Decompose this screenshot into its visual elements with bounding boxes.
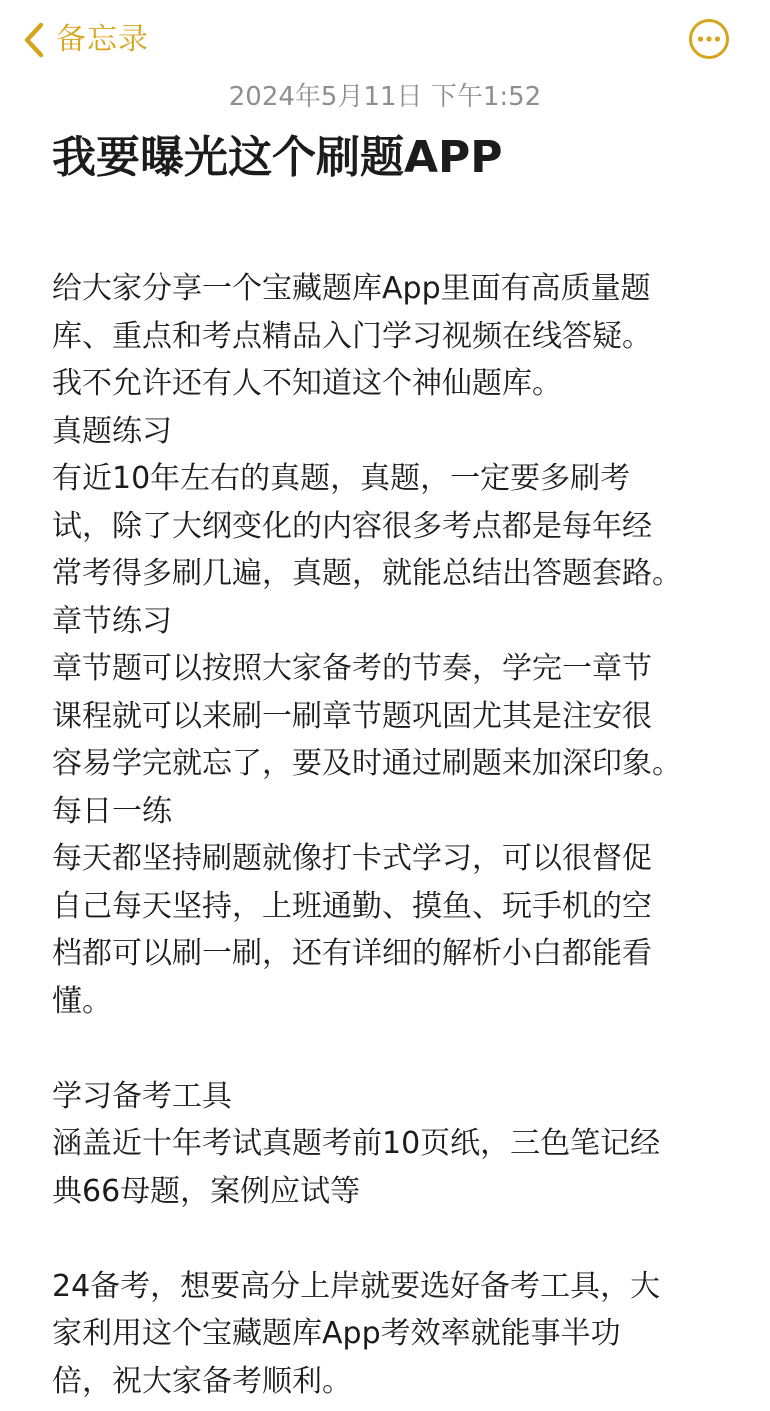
back-button[interactable] — [20, 18, 149, 62]
note-body-line: 我不允许还有人不知道这个神仙题库。 — [52, 366, 562, 401]
note-body-line: 24备考，想要高分上岸就要选好备考工具，大 — [52, 1268, 661, 1304]
blank-line — [52, 1215, 752, 1263]
navigation-bar — [0, 0, 770, 80]
note-body-line: 懂。 — [52, 983, 112, 1019]
back-button-label: 备忘录 — [56, 22, 149, 57]
note-body[interactable] — [52, 265, 752, 1405]
blank-line — [52, 1025, 752, 1073]
note-body-line: 章节题可以按照大家备考的节奏，学完一章节 — [52, 651, 652, 686]
ellipsis-circle-icon — [688, 18, 730, 60]
note-body-line: 自己每天坚持，上班通勤、摸鱼、玩手机的空 — [52, 888, 652, 924]
note-body-line: 档都可以刷一刷，还有详细的解析小白都能看 — [52, 936, 652, 971]
note-body-line: 真题练习 — [52, 413, 172, 449]
note-body-line: 倍，祝大家备考顺利。 — [52, 1363, 352, 1399]
note-body-line: 容易学完就忘了，要及时通过刷题来加深印象。 — [52, 746, 682, 781]
note-body-line: 家利用这个宝藏题库App考效率就能事半功 — [52, 1316, 621, 1351]
note-body-line: 学习备考工具 — [52, 1078, 232, 1114]
note-body-line: 课程就可以来刷一刷章节题巩固尤其是注安很 — [52, 698, 652, 734]
note-timestamp: 2024年5月11日 下午1:52 — [228, 82, 542, 112]
more-options-button[interactable] — [688, 18, 730, 60]
note-body-line: 章节练习 — [52, 603, 172, 639]
note-body-line: 典66母题，案例应试等 — [52, 1173, 361, 1209]
note-title[interactable]: 我要曝光这个刷题APP — [52, 132, 503, 183]
chevron-left-icon — [20, 20, 48, 60]
note-body-line: 试，除了大纲变化的内容很多考点都是每年经 — [52, 508, 652, 544]
note-body-line: 涵盖近十年考试真题考前10页纸，三色笔记经 — [52, 1126, 661, 1161]
note-body-line: 每天都坚持刷题就像打卡式学习，可以很督促 — [52, 841, 652, 876]
note-body-line: 常考得多刷几遍，真题，就能总结出答题套路。 — [52, 556, 682, 591]
note-body-line: 库、重点和考点精品入门学习视频在线答疑。 — [52, 318, 652, 354]
note-body-line: 有近10年左右的真题，真题，一定要多刷考 — [52, 461, 631, 496]
note-body-line: 给大家分享一个宝藏题库App里面有高质量题 — [52, 271, 651, 306]
note-body-line: 每日一练 — [52, 793, 172, 829]
